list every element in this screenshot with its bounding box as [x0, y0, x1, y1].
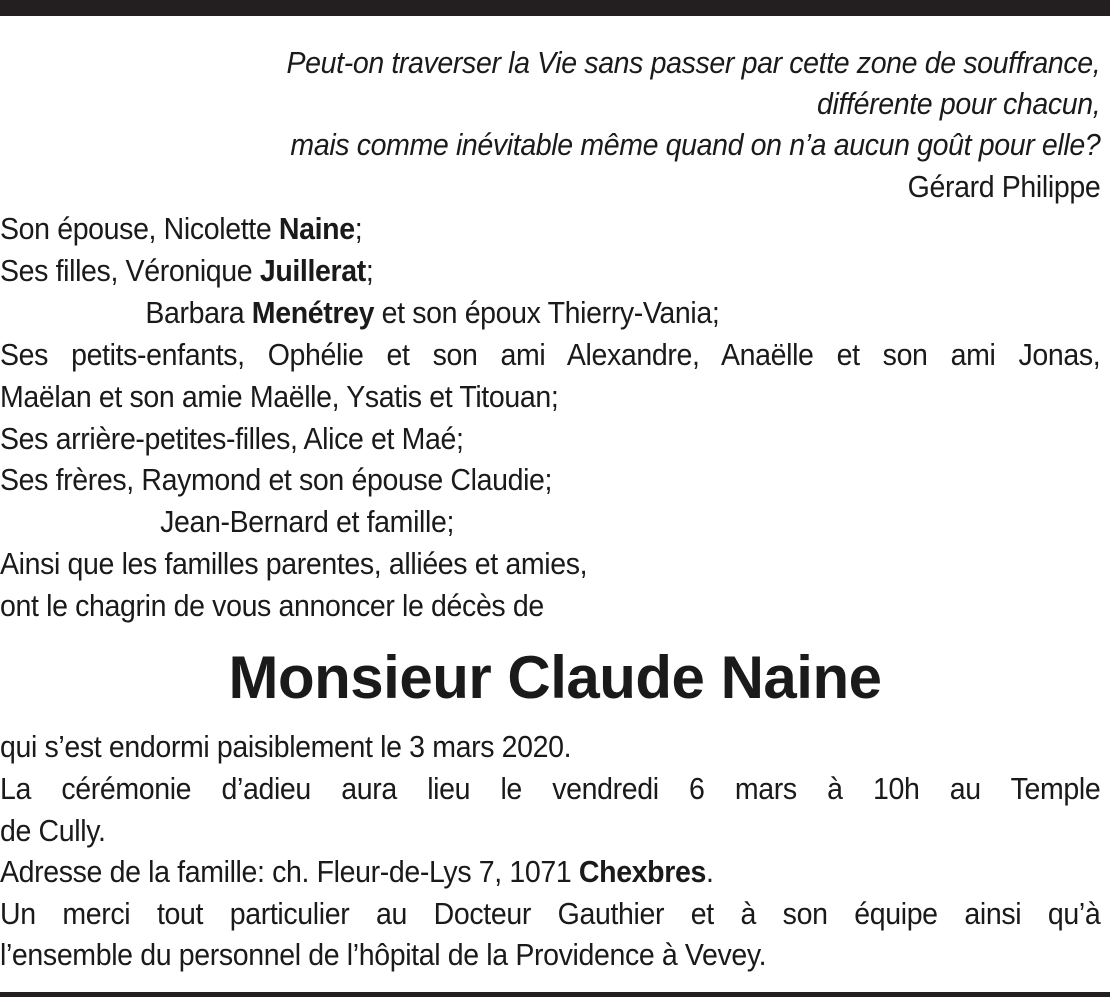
- family-grandchildren-1: Ses petits-enfants, Ophélie et son ami Alexandre, Anaëlle et son ami Jonas,: [0, 337, 1101, 372]
- thanks-line-1: Un merci tout particulier au Docteur Gauthier et à son équipe ainsi qu’à: [0, 896, 1101, 931]
- family-address: Adresse de la famille: ch. Fleur-de-Lys 7, 1071 Chexbres.: [0, 854, 714, 889]
- family-brothers-2: Jean-Bernard et famille;: [160, 504, 455, 539]
- daughter2-surname: Menétrey: [251, 295, 375, 330]
- family-spouse: Son épouse, Nicolette Naine;: [0, 211, 363, 246]
- family-announcement: ont le chagrin de vous annoncer le décès de: [0, 588, 544, 623]
- address-town: Chexbres: [578, 854, 706, 889]
- quote-line-1: Peut-on traverser la Vie sans passer par cette zone de souffrance,: [286, 45, 1101, 80]
- family-daughter-2: Barbara Menétrey et son époux Thierry-Vania;: [145, 295, 720, 330]
- passed-line: qui s’est endormi paisiblement le 3 mars 2020.: [0, 729, 572, 764]
- family-relatives: Ainsi que les familles parentes, alliées et amies,: [0, 546, 588, 581]
- ceremony-line-1: La cérémonie d’adieu aura lieu le vendredi 6 mars à 10h au Temple: [0, 771, 1101, 806]
- family-grandchildren-2: Maëlan et son amie Maëlle, Ysatis et Titouan;: [0, 379, 559, 414]
- thanks-line-2: l’ensemble du personnel de l’hôpital de la Providence à Vevey.: [0, 937, 767, 972]
- family-daughters: Ses filles, Véronique Juillerat;: [0, 253, 374, 288]
- bottom-border-rule: [0, 992, 1110, 997]
- family-brothers-1: Ses frères, Raymond et son épouse Claudie;: [0, 462, 553, 497]
- spouse-surname: Naine: [278, 211, 355, 246]
- family-great-grandchildren: Ses arrière-petites-filles, Alice et Maé;: [0, 421, 464, 456]
- quote-author: Gérard Philippe: [907, 169, 1101, 204]
- daughter-surname: Juillerat: [259, 253, 366, 288]
- top-border-rule: [0, 0, 1110, 16]
- deceased-name: Monsieur Claude Naine: [228, 644, 882, 711]
- quote-line-2: différente pour chacun,: [817, 86, 1101, 121]
- ceremony-line-2: de Cully.: [0, 813, 106, 848]
- quote-line-3: mais comme inévitable même quand on n’a aucun goût pour elle?: [290, 127, 1101, 162]
